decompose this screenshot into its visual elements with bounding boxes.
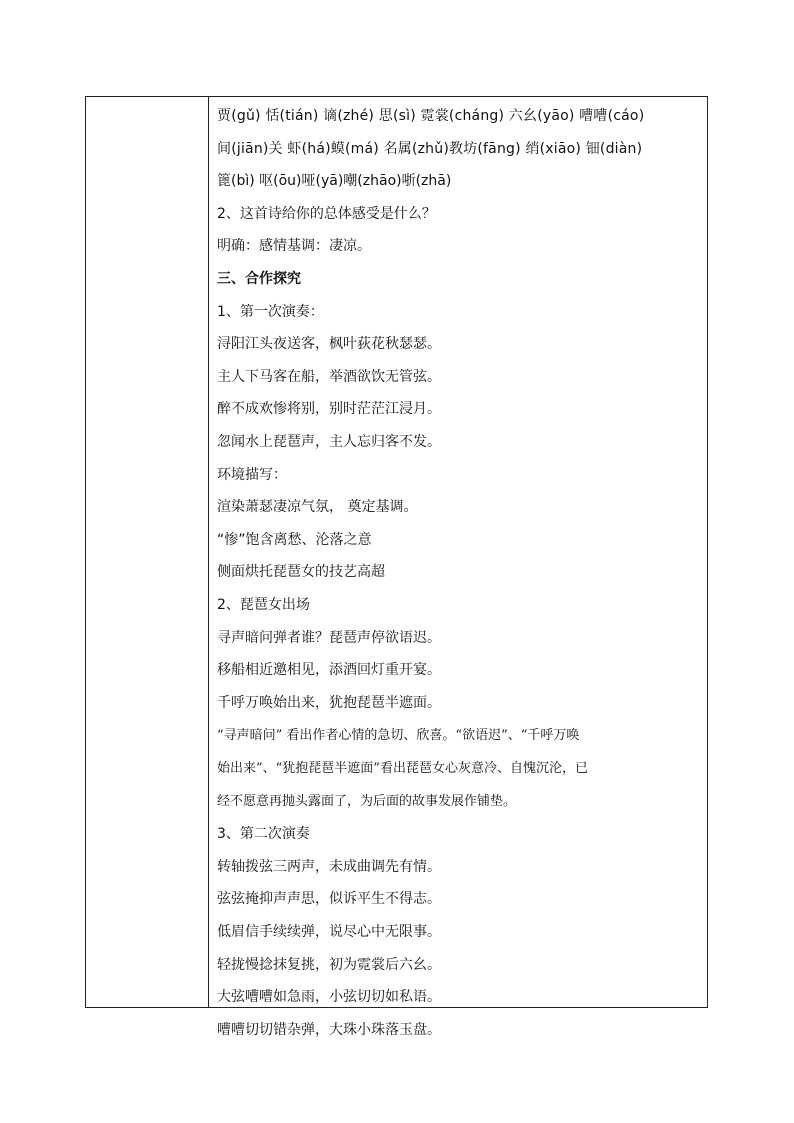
subheading-entrance: 2、琵琶女出场 — [217, 596, 310, 613]
poem-line: 主人下马客在船，举酒欲饮无管弦。 — [217, 368, 441, 385]
section-heading: 三、合作探究 — [217, 270, 301, 287]
note-label: 环境描写： — [217, 466, 287, 483]
poem-line: 移船相近邀相见，添酒回灯重开宴。 — [217, 662, 441, 679]
question-line: 2、这首诗给你的总体感受是什么？ — [217, 205, 436, 222]
left-column-cell — [86, 97, 209, 1007]
analysis-line: 始出来”、“犹抱琵琶半遮面”看出琵琶女心灰意冷、自愧沉沦，已 — [217, 761, 588, 777]
analysis-line: 经不愿意再抛头露面了，为后面的故事发展作铺垫。 — [217, 794, 517, 810]
poem-line: 忽闻水上琵琶声，主人忘归客不发。 — [217, 433, 441, 450]
subheading-first-performance: 1、第一次演奏： — [217, 303, 324, 320]
pronunciation-line-2: 间(jiān)关 虾(há)蟆(má) 名属(zhǔ)教坊(fāng) 绡(xiāo) 钿(diàn) — [217, 140, 643, 157]
poem-line: 弦弦掩抑声声思，似诉平生不得志。 — [217, 891, 441, 908]
note-line: 侧面烘托琵琶女的技艺高超 — [217, 564, 385, 581]
lesson-table — [85, 96, 708, 1038]
answer-line: 明确：感情基调：凄凉。 — [217, 238, 371, 255]
poem-line: 轻拢慢捻抹复挑，初为霓裳后六幺。 — [217, 956, 441, 973]
content-cell — [209, 97, 707, 1038]
analysis-line: “寻声暗问” 看出作者心情的急切、欣喜。“欲语迟”、“千呼万唤 — [217, 728, 580, 744]
poem-line: 醉不成欢惨将别，别时茫茫江浸月。 — [217, 401, 441, 418]
note-line: 渲染萧瑟凄凉气氛， 奠定基调。 — [217, 499, 418, 516]
note-line: “惨”饱含离愁、沦落之意 — [217, 531, 372, 548]
pronunciation-line-3: 篦(bì) 呕(ōu)哑(yā)嘲(zhāo)哳(zhā) — [217, 173, 452, 190]
subheading-second-performance: 3、第二次演奏 — [217, 826, 310, 843]
poem-line: 转轴拨弦三两声，未成曲调先有情。 — [217, 858, 441, 875]
poem-line: 大弦嘈嘈如急雨，小弦切切如私语。 — [217, 989, 441, 1006]
pronunciation-line-1: 贾(gǔ) 恬(tián) 谪(zhé) 思(sì) 霓裳(cháng) 六幺(yāo) 嘈嘈(cáo) — [217, 108, 645, 124]
poem-line: 低眉信手续续弹，说尽心中无限事。 — [217, 924, 441, 941]
poem-line: 寻声暗问弹者谁？琵琶声停欲语迟。 — [217, 629, 441, 646]
poem-line: 浔阳江头夜送客，枫叶荻花秋瑟瑟。 — [217, 336, 441, 353]
poem-line: 嘈嘈切切错杂弹，大珠小珠落玉盘。 — [217, 1021, 441, 1038]
poem-line: 千呼万唤始出来，犹抱琵琶半遮面。 — [217, 694, 441, 711]
